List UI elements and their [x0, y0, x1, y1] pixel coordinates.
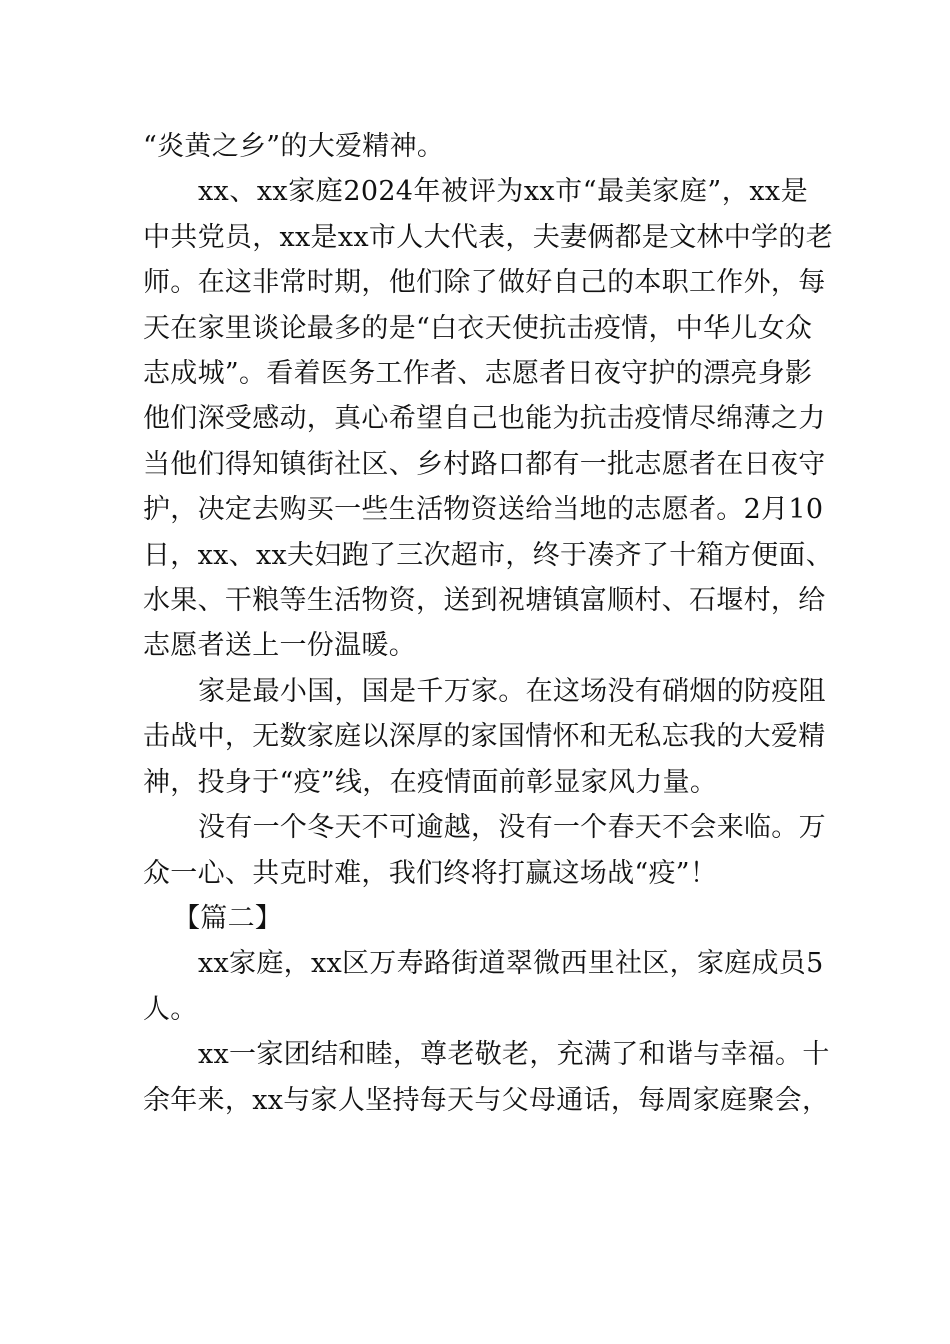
document-body — [143, 124, 834, 1123]
paragraph-p1 — [143, 124, 808, 169]
text-line: 神，投身于“疫”线，在疫情面前彰显家风力量。 — [143, 766, 718, 798]
paragraph-p6 — [143, 941, 824, 1032]
text-line: 护，决定去购买一些生活物资送给当地的志愿者。2月10 — [143, 494, 824, 526]
text-line: 日，xx、xx夫妇跑了三次超市，终于凑齐了十箱方便面、 — [143, 539, 834, 571]
text-line: 师。在这非常时期，他们除了做好自己的本职工作外，每 — [143, 267, 826, 299]
text-line: 水果、干粮等生活物资，送到祝塘镇富顺村、石堰村，给 — [143, 585, 826, 617]
paragraph-p4 — [143, 805, 826, 896]
section-heading-text: 【篇二】 — [173, 902, 283, 934]
text-line: 天在家里谈论最多的是“白衣天使抗击疫情，中华儿女众 — [143, 312, 813, 344]
text-line: xx一家团结和睦，尊老敬老，充满了和谐与幸福。十 — [198, 1039, 830, 1071]
text-line: xx家庭，xx区万寿路街道翠微西里社区，家庭成员5 — [198, 948, 824, 980]
text-line: 志成城”。看着医务工作者、志愿者日夜守护的漂亮身影 — [143, 358, 813, 390]
text-line: 中共党员，xx是xx市人大代表，夫妻俩都是文林中学的老 — [143, 221, 834, 253]
paragraph-p7 — [143, 1032, 830, 1123]
section-heading — [143, 896, 808, 941]
text-line: 当他们得知镇街社区、乡村路口都有一批志愿者在日夜守 — [143, 448, 826, 480]
paragraph-p2 — [143, 169, 834, 668]
text-line: xx、xx家庭2024年被评为xx市“最美家庭”，xx是 — [198, 176, 808, 208]
text-line: 击战中，无数家庭以深厚的家国情怀和无私忘我的大爱精 — [143, 721, 826, 753]
text-line: 他们深受感动，真心希望自己也能为抗击疫情尽绵薄之力 — [143, 403, 826, 435]
text-line: 众一心、共克时难，我们终将打赢这场战“疫”！ — [143, 857, 718, 889]
text-line: 志愿者送上一份温暖。 — [143, 630, 416, 662]
text-line: 余年来，xx与家人坚持每天与父母通话，每周家庭聚会， — [143, 1084, 830, 1116]
text-line: 没有一个冬天不可逾越，没有一个春天不会来临。万 — [198, 812, 826, 844]
paragraph-p3 — [143, 669, 826, 805]
text-line: 家是最小国，国是千万家。在这场没有硝烟的防疫阻 — [198, 675, 826, 707]
text-line: 人。 — [143, 993, 198, 1025]
text-line: “炎黄之乡”的大爱精神。 — [143, 131, 445, 162]
